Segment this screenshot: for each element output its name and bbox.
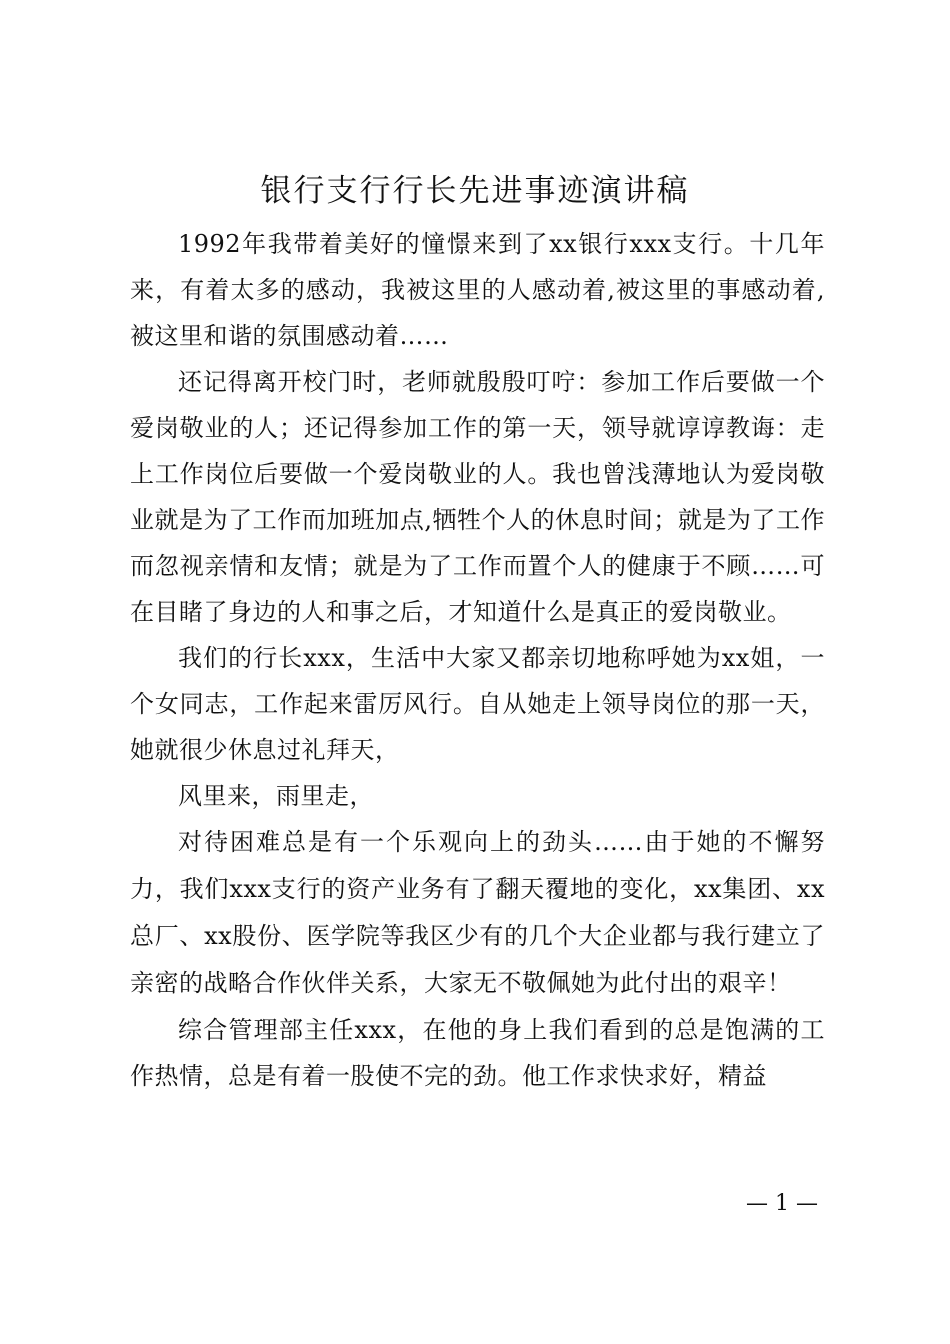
paragraph-6: 综合管理部主任xxx，在他的身上我们看到的总是饱满的工作热情，总是有着一股使不完的劲。他工作求快求好，精益: [130, 1016, 825, 1090]
paragraph-5: 对待困难总是有一个乐观向上的劲头……由于她的不懈努力，我们xxx支行的资产业务有了翻天覆地的变化，xx集团、xx总厂、xx股份、医学院等我区少有的几个大企业都与我行建立了亲密的战略合作伙伴关系，大家无不敬佩她为此付出的艰辛！: [130, 828, 825, 997]
document-title: 银行支行行长先进事迹演讲稿: [260, 173, 690, 209]
paragraph-1: 1992年我带着美好的憧憬来到了xx银行xxx支行。十几年来，有着太多的感动，我被这里的人感动着,被这里的事感动着,被这里和谐的氛围感动着……: [130, 230, 825, 350]
page-number: — 1 —: [746, 1191, 818, 1216]
document-body: [130, 221, 825, 1099]
paragraph-3: 我们的行长xxx，生活中大家又都亲切地称呼她为xx姐，一个女同志，工作起来雷厉风行。自从她走上领导岗位的那一天，她就很少休息过礼拜天，: [130, 644, 825, 764]
paragraph-4: 风里来，雨里走，: [178, 782, 374, 810]
paragraph-2: 还记得离开校门时，老师就殷殷叮咛：参加工作后要做一个爱岗敬业的人；还记得参加工作的第一天，领导就谆谆教诲：走上工作岗位后要做一个爱岗敬业的人。我也曾浅薄地认为爱岗敬业就是为了工作而加班加点,牺牲个人的休息时间；就是为了工作而忽视亲情和友情；就是为了工作而置个人的健康于不顾……可在目睹了身边的人和事之后，才知道什么是真正的爱岗敬业。: [130, 368, 825, 626]
